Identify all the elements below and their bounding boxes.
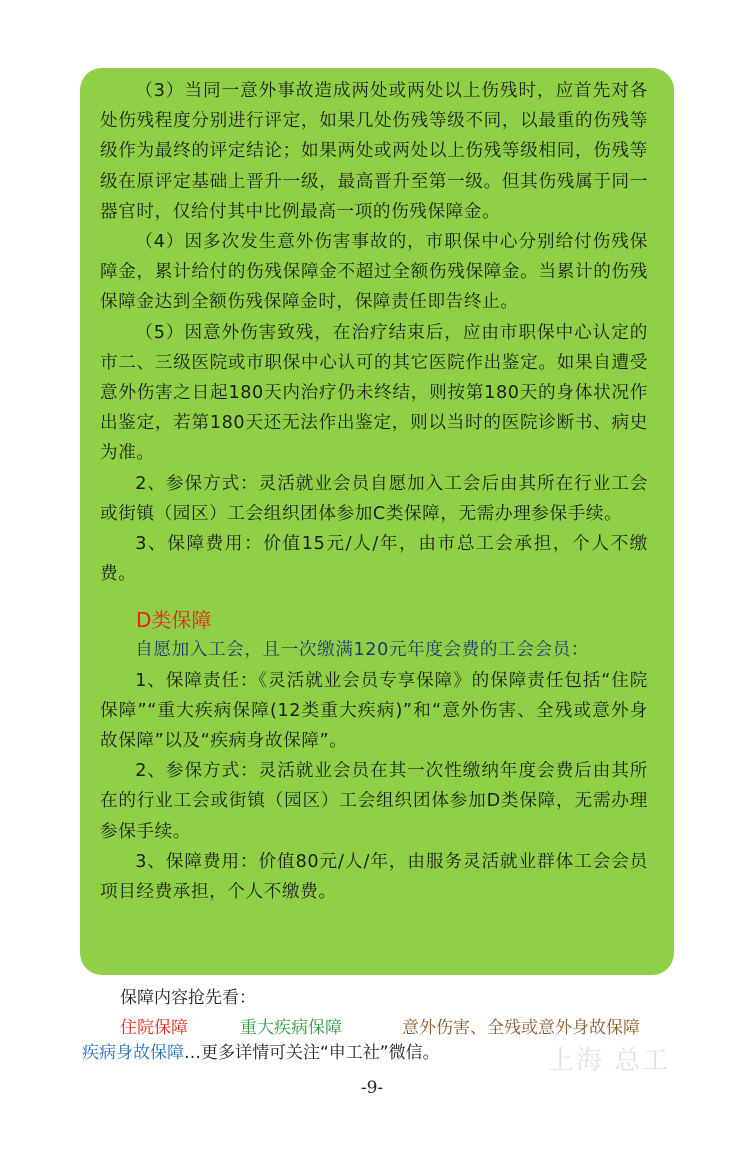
paragraph-fee: 3、保障费用：价值15元/人/年，由市总工会承担，个人不缴费。 (100, 534, 648, 585)
section-paragraph-2: 2、参保方式：灵活就业会员在其一次性缴纳年度会费后由其所在的行业工会或街镇（园区）工会组织团体参加D类保障，无需办理参保手续。 (100, 761, 648, 842)
content-card (80, 68, 674, 975)
section-lead: 自愿加入工会，且一次缴满120元年度会费的工会会员： (135, 640, 590, 661)
section-paragraph-1: 1、保障责任：《灵活就业会员专享保障》的保障责任包括“住院保障”“重大疾病保障(12类重大疾病)”和“意外伤害、全残或意外身故保障”以及“疾病身故保障”。 (100, 670, 648, 752)
paragraph-3: （3）当同一意外事故造成两处或两处以上伤残时，应首先对各处伤残程度分别进行评定，如果几处伤残等级不同，以最重的伤残等级作为最终的评定结论；如果两处或两处以上伤残等级相同，伤残等级在原评定基础上晋升一级，最高晋升至第一级。但其伤残属于同一器官时，仅给付其中比例最高一项的伤残保障金。 (100, 81, 648, 222)
follow-wechat-text: …更多详情可关注“申工社”微信。 (184, 1043, 440, 1063)
page-number: -9- (360, 1078, 384, 1098)
paragraph-4: （4）因多次发生意外伤害事故的，市职保中心分别给付伤残保障金，累计给付的伤残保障金不超过全额伤残保障金。当累计的伤残保障金达到全额伤残保障金时，保障责任即告终止。 (100, 232, 648, 313)
tag-disease-death: 疾病身故保障 (82, 1043, 184, 1063)
paragraph-5: （5）因意外伤害致残，在治疗结束后，应由市职保中心认定的市二、三级医院或市职保中心认可的其它医院作出鉴定。如果自遭受意外伤害之日起180天内治疗仍未终结，则按第180天的身体状况作出鉴定，若第180天还无法作出鉴定，则以当时的医院诊断书、病史为准。 (100, 322, 648, 464)
preview-heading: 保障内容抢先看： (120, 988, 256, 1008)
tag-accident: 意外伤害、全残或意外身故保障 (402, 1018, 640, 1038)
tag-critical-illness: 重大疾病保障 (240, 1018, 342, 1038)
watermark-logo: 上海 总工 (548, 1046, 671, 1076)
paragraph-enroll-method: 2、参保方式：灵活就业会员自愿加入工会后由其所在行业工会或街镇（园区）工会组织团体参加C类保障，无需办理参保手续。 (100, 473, 648, 524)
section-paragraph-3: 3、保障费用：价值80元/人/年，由服务灵活就业群体工会会员项目经费承担，个人不缴费。 (100, 851, 648, 903)
section-title-d: D类保障 (136, 608, 212, 633)
tag-inpatient: 住院保障 (120, 1018, 188, 1038)
